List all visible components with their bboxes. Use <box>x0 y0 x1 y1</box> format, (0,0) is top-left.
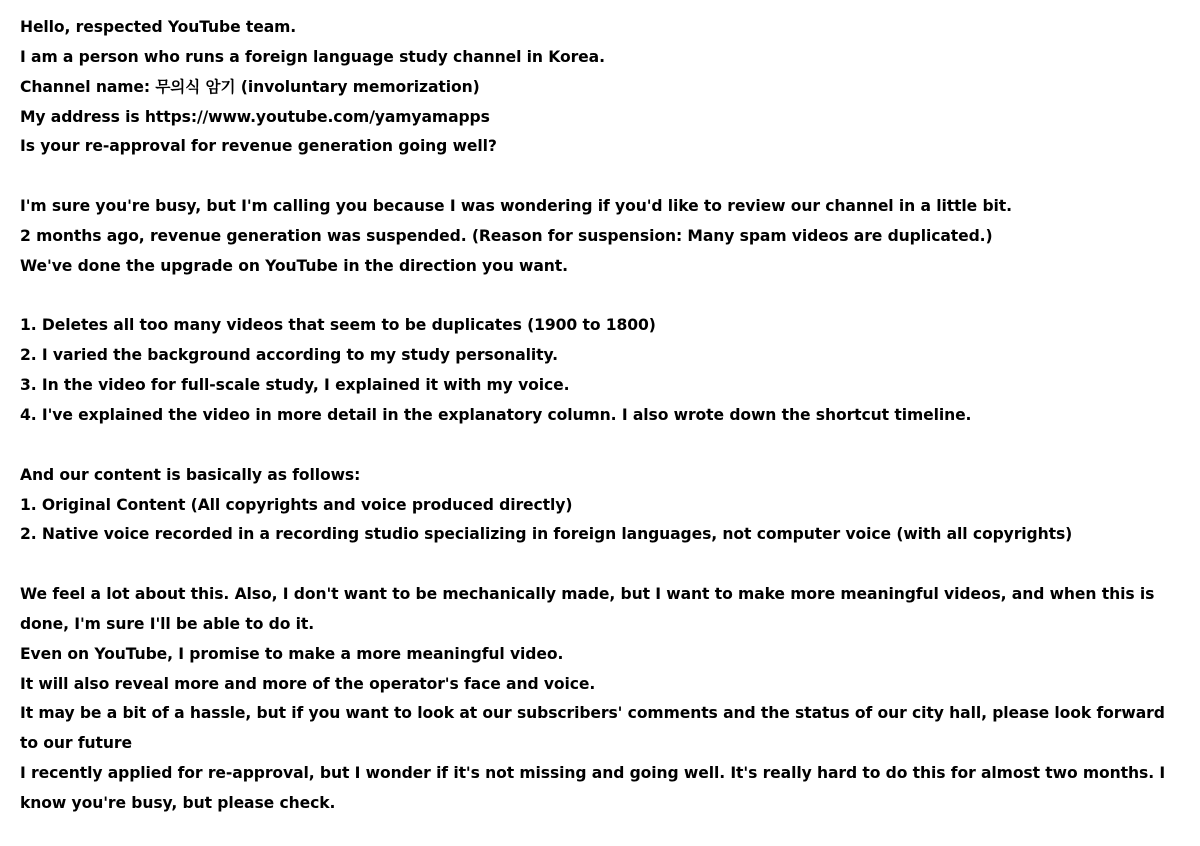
list-item: 2. Native voice recorded in a recording studio specializing in foreign languages, not computer voice (with all copyrights) <box>20 525 1073 544</box>
greeting-line: Hello, respected YouTube team. <box>20 18 297 36</box>
paragraph-gap <box>20 162 1186 192</box>
content-section <box>20 461 1186 551</box>
context-line: I'm sure you're busy, but I'm calling you because I was wondering if you'd like to review our channel in a little bit. <box>20 197 1012 216</box>
list-item: 1. Original Content (All copyrights and voice produced directly) <box>20 495 573 514</box>
list-item: 4. I've explained the video in more detail in the explanatory column. I also wrote down the shortcut timeline. <box>20 405 972 424</box>
closing-line: Even on YouTube, I promise to make a more meaningful video. <box>20 644 564 663</box>
closing-section <box>20 580 1186 819</box>
intro-line: I am a person who runs a foreign language study channel in Korea. <box>20 47 605 66</box>
context-line: 2 months ago, revenue generation was suspended. (Reason for suspension: Many spam videos are duplicated.) <box>20 226 993 245</box>
channel-name-line: Channel name: 무의식 암기 (involuntary memorization) <box>20 77 480 96</box>
list-item: 3. In the video for full-scale study, I explained it with my voice. <box>20 376 570 395</box>
content-heading: And our content is basically as follows: <box>20 465 361 484</box>
channel-address-line: My address is https://www.youtube.com/yamyamapps <box>20 107 490 126</box>
closing-line: It will also reveal more and more of the operator's face and voice. <box>20 674 596 693</box>
closing-paragraph: I recently applied for re-approval, but I wonder if it's not missing and going well. It's really hard to do this for almost two months. I know you're busy, but please check. <box>20 764 1166 812</box>
intro-section <box>20 13 1186 162</box>
context-section <box>20 192 1186 282</box>
list-item: 1. Deletes all too many videos that seem to be duplicates (1900 to 1800) <box>20 316 656 335</box>
paragraph-gap <box>20 550 1186 580</box>
list-item: 2. I varied the background according to my study personality. <box>20 346 558 365</box>
closing-paragraph: It may be a bit of a hassle, but if you want to look at our subscribers' comments and the status of our city hall, please look forward to our future <box>20 704 1165 753</box>
paragraph-gap <box>20 282 1186 312</box>
closing-paragraph: We feel a lot about this. Also, I don't want to be mechanically made, but I want to make more meaningful videos, and when this is done, I'm sure I'll be able to do it. <box>20 585 1155 633</box>
paragraph-gap <box>20 431 1186 461</box>
letter-document <box>20 13 1186 819</box>
changes-list <box>20 311 1186 430</box>
context-line: We've done the upgrade on YouTube in the direction you want. <box>20 256 568 275</box>
question-line: Is your re-approval for revenue generation going well? <box>20 137 497 156</box>
